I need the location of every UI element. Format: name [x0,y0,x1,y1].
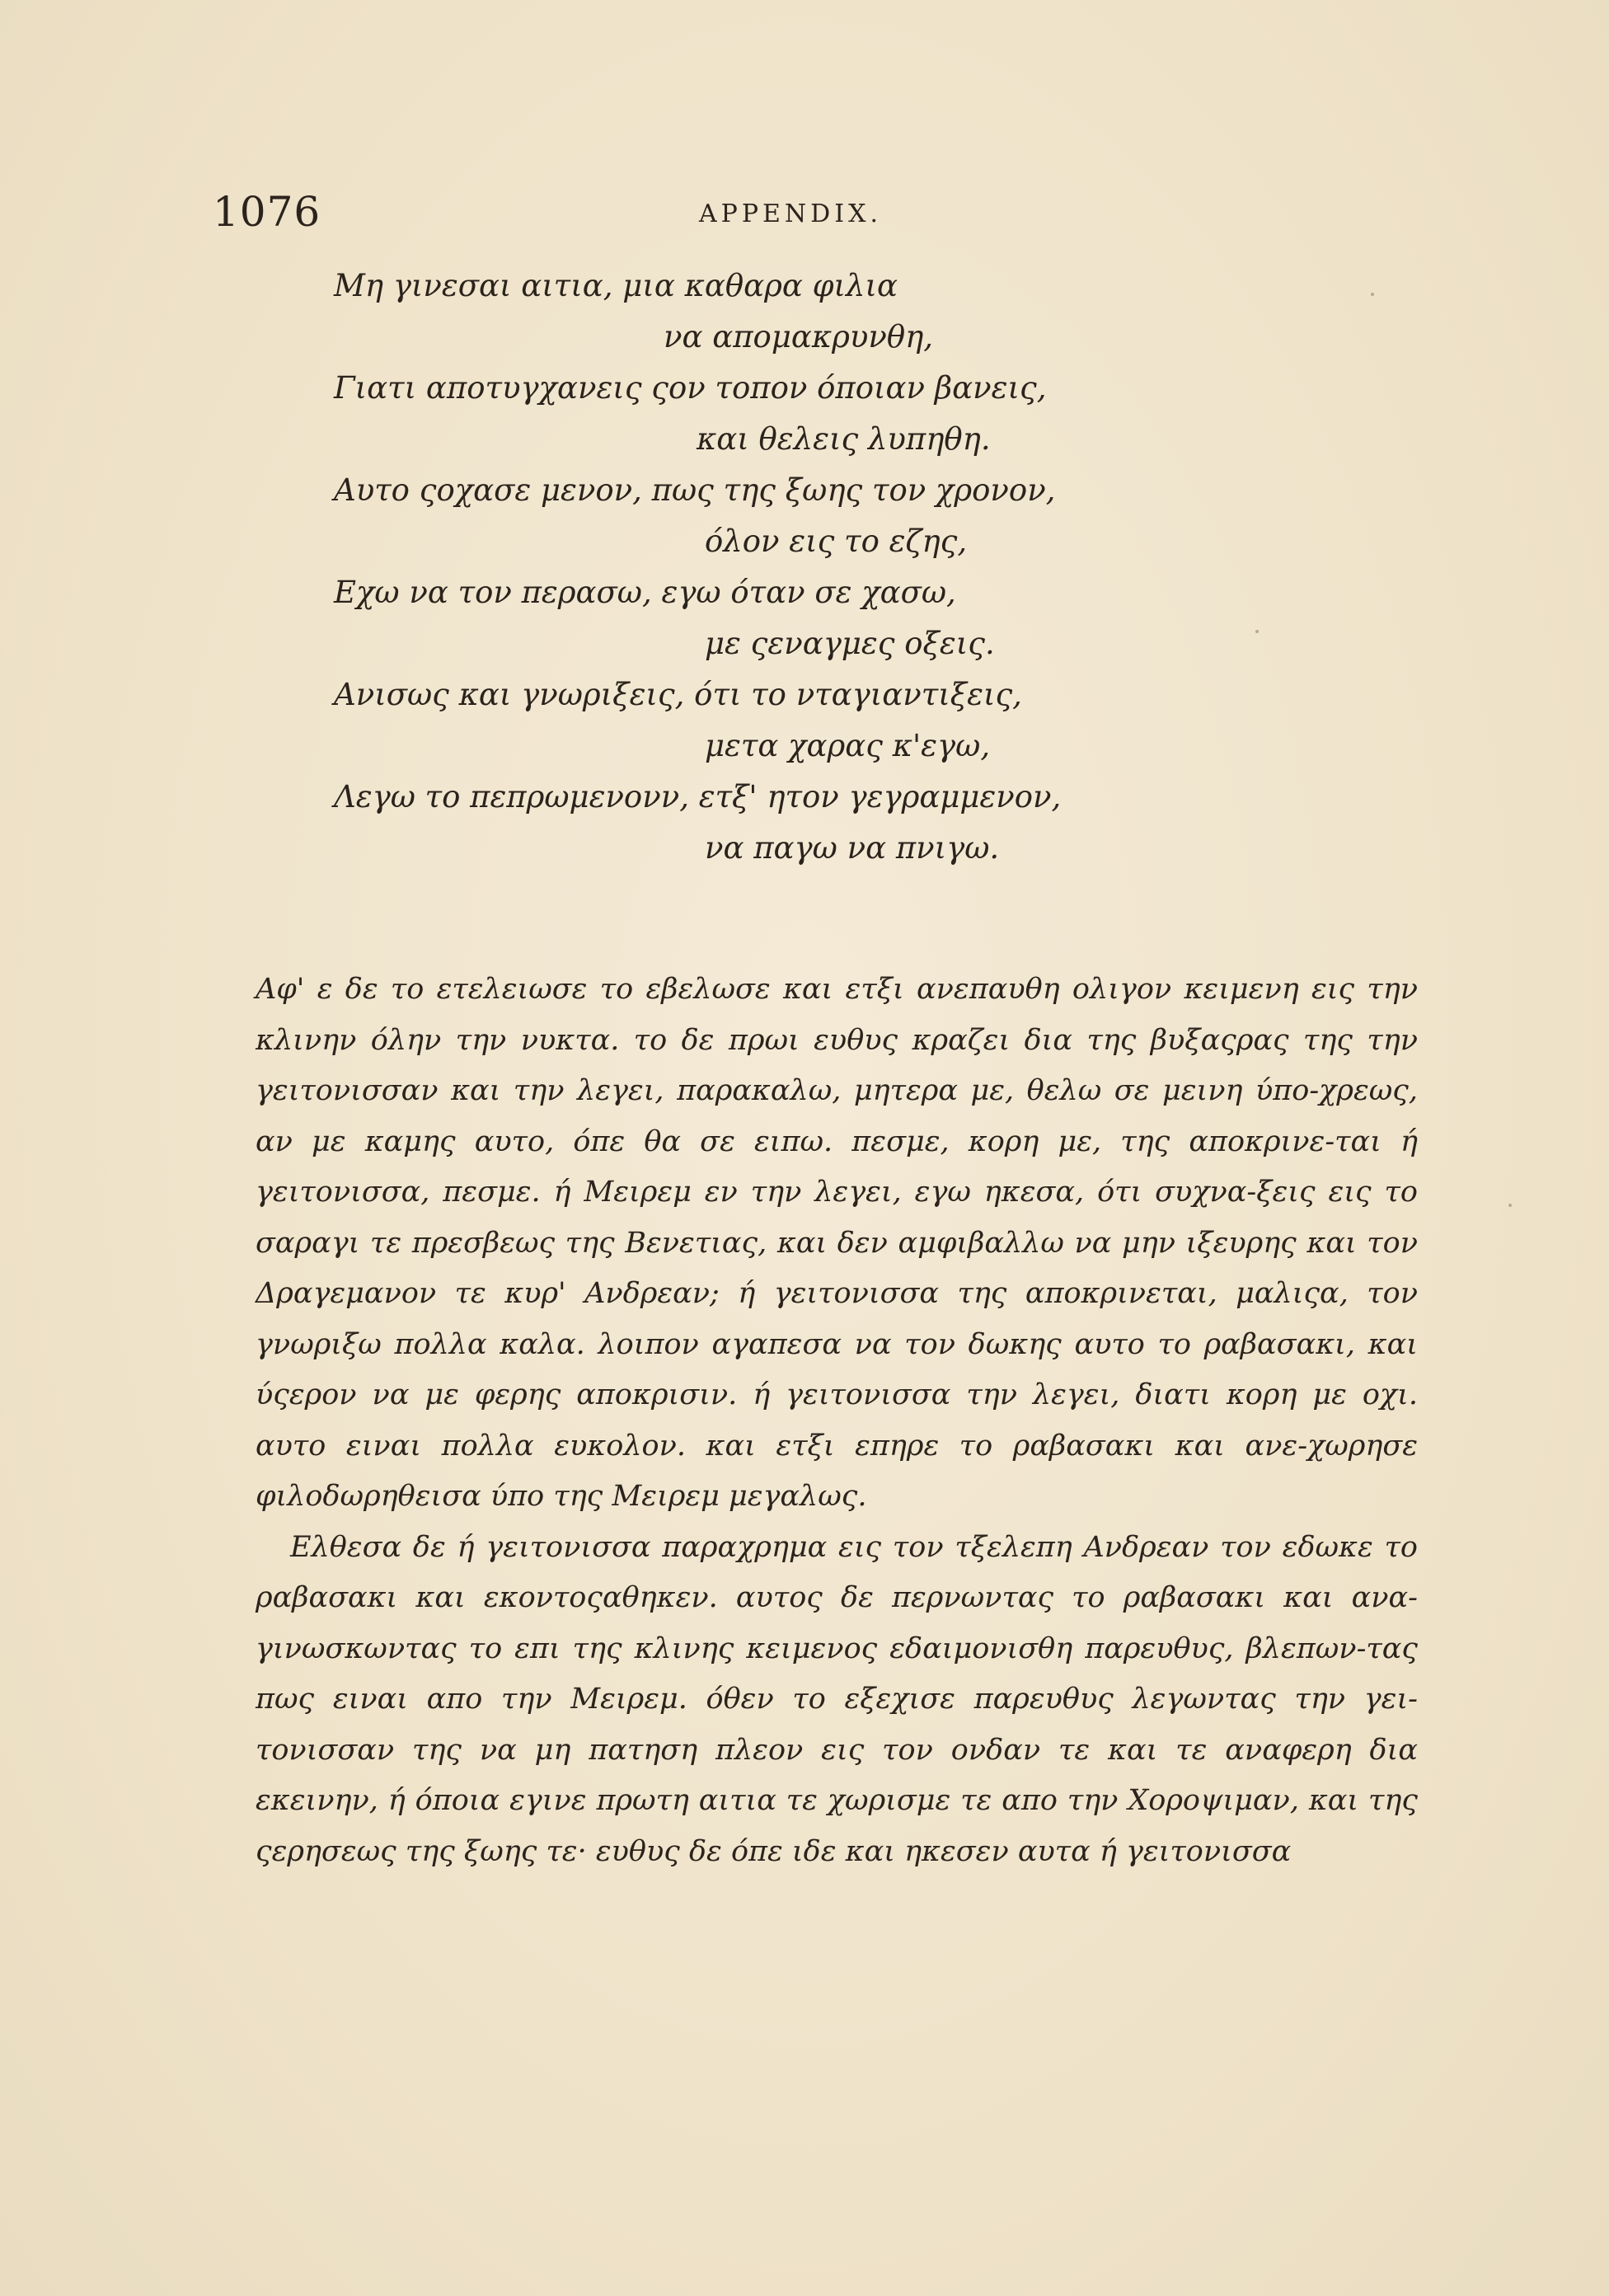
poem-stanza-line [334,421,1158,472]
poem-stanza-line [334,728,1158,779]
poem-line-first: Λεγω το πεπρωμενονν, ετξ' ητον γεγραμμενον, [334,779,1062,815]
poem-line-second: να απομακρυνθη, [664,319,934,354]
poem-stanza-line [334,677,1158,728]
prose-paragraph: Αφ' ε δε το ετελειωσε το εβελωσε και ετξι ανεπαυθη ολιγον κειμενη εις την κλινην όλην την νυκτα. το δε πρωι ευθυς κραζει δια της βυξαςρας της την γειτονισσαν και την λεγει, παρακαλω, μητερα με, θελω σε μεινη ύπο-χρεως, αν με καμης αυτο, όπε θα σε ειπω. πεσμε, κορη με, της αποκρινε-ται ή γειτονισσα, πεσμε. ή Μειρεμ εν την λεγει, εγω ηκεσα, ότι συχνα-ξεις εις το σαραγι τε πρεσβεως της Βενετιας, και δεν αμφιβαλλω να μην ιξευρης και τον Δραγεμανον τε κυρ' Ανδρεαν; ή γειτονισσα της αποκρινεται, μαλιςα, τον γνωριξω πολλα καλα. λοιπον αγαπεσα να τον δωκης αυτο το ραβασακι, και ύςερον να με φερης αποκρισιν. ή γειτονισσα την λεγει, διατι κορη με οχι. αυτο ειναι πολλα ευκολον. και ετξι επηρε το ραβασακι και ανε-χωρησε φιλοδωρηθεισα ύπο της Μειρεμ μεγαλως. [256,973,1418,1513]
poem-line-second: και θελεις λυπηθη. [697,421,991,457]
poem-line-second: να παγω να πνιγω. [705,830,1000,866]
poem-stanza-line [334,626,1158,677]
poem-line-first: Εχω να τον περασω, εγω όταν σε χασω, [334,575,956,610]
poem-stanza-line [334,524,1158,575]
poem-stanza-line [334,268,1158,319]
poem-line-first: Γιατι αποτυγχανεις ςον τοπον όποιαν βανεις, [334,370,1047,406]
paper-speck [1255,630,1259,633]
poem-stanza-line [334,779,1158,830]
poem-line-second: με ςεναγμες οξεις. [705,626,995,661]
poem-line-first: Αυτο ςοχασε μενον, πως της ξωης τον χρονον, [334,472,1056,508]
prose-paragraph: Ελθεσα δε ή γειτονισσα παραχρημα εις τον τξελεπη Ανδρεαν τον εδωκε το ραβασακι και εκοντοςαθηκεν. αυτος δε περνωντας το ραβασακι και ανα-γινωσκωντας το επι της κλινης κειμενος εδαιμονισθη παρευθυς, βλεπων-τας πως ειναι απο την Μειρεμ. όθεν το εξεχισε παρευθυς λεγωντας την γει-τονισσαν της να μη πατηση πλεον εις τον ονδαν τε και τε αναφερη δια εκεινην, ή όποια εγινε πρωτη αιτια τε χωρισμε τε απο την Χοροψιμαν, και της ςερησεως της ξωης τε· ευθυς δε όπε ιδε και ηκεσεν αυτα ή γειτονισσα [256,1530,1418,1868]
poem-line-first: Ανισως και γνωριξεις, ότι το νταγιαντιξεις, [334,677,1022,712]
paper-speck [1508,1204,1512,1207]
running-head [213,188,1416,246]
poem-block [334,268,1158,881]
poem-stanza-line [334,472,1158,524]
poem-stanza-line [334,830,1158,881]
poem-stanza-line [334,319,1158,370]
prose-text [256,965,1418,1877]
poem-stanza-line [334,370,1158,421]
poem-line-first: Μη γινεσαι αιτια, μια καθαρα φιλια [334,268,898,303]
poem-line-second: όλον εις το εζης, [705,524,968,559]
running-title: APPENDIX. [699,200,882,228]
paper-speck [1371,293,1374,296]
page-number: 1076 [213,188,321,236]
poem-line-second: μετα χαρας κ'εγω, [705,728,991,763]
poem-stanza-line [334,575,1158,626]
